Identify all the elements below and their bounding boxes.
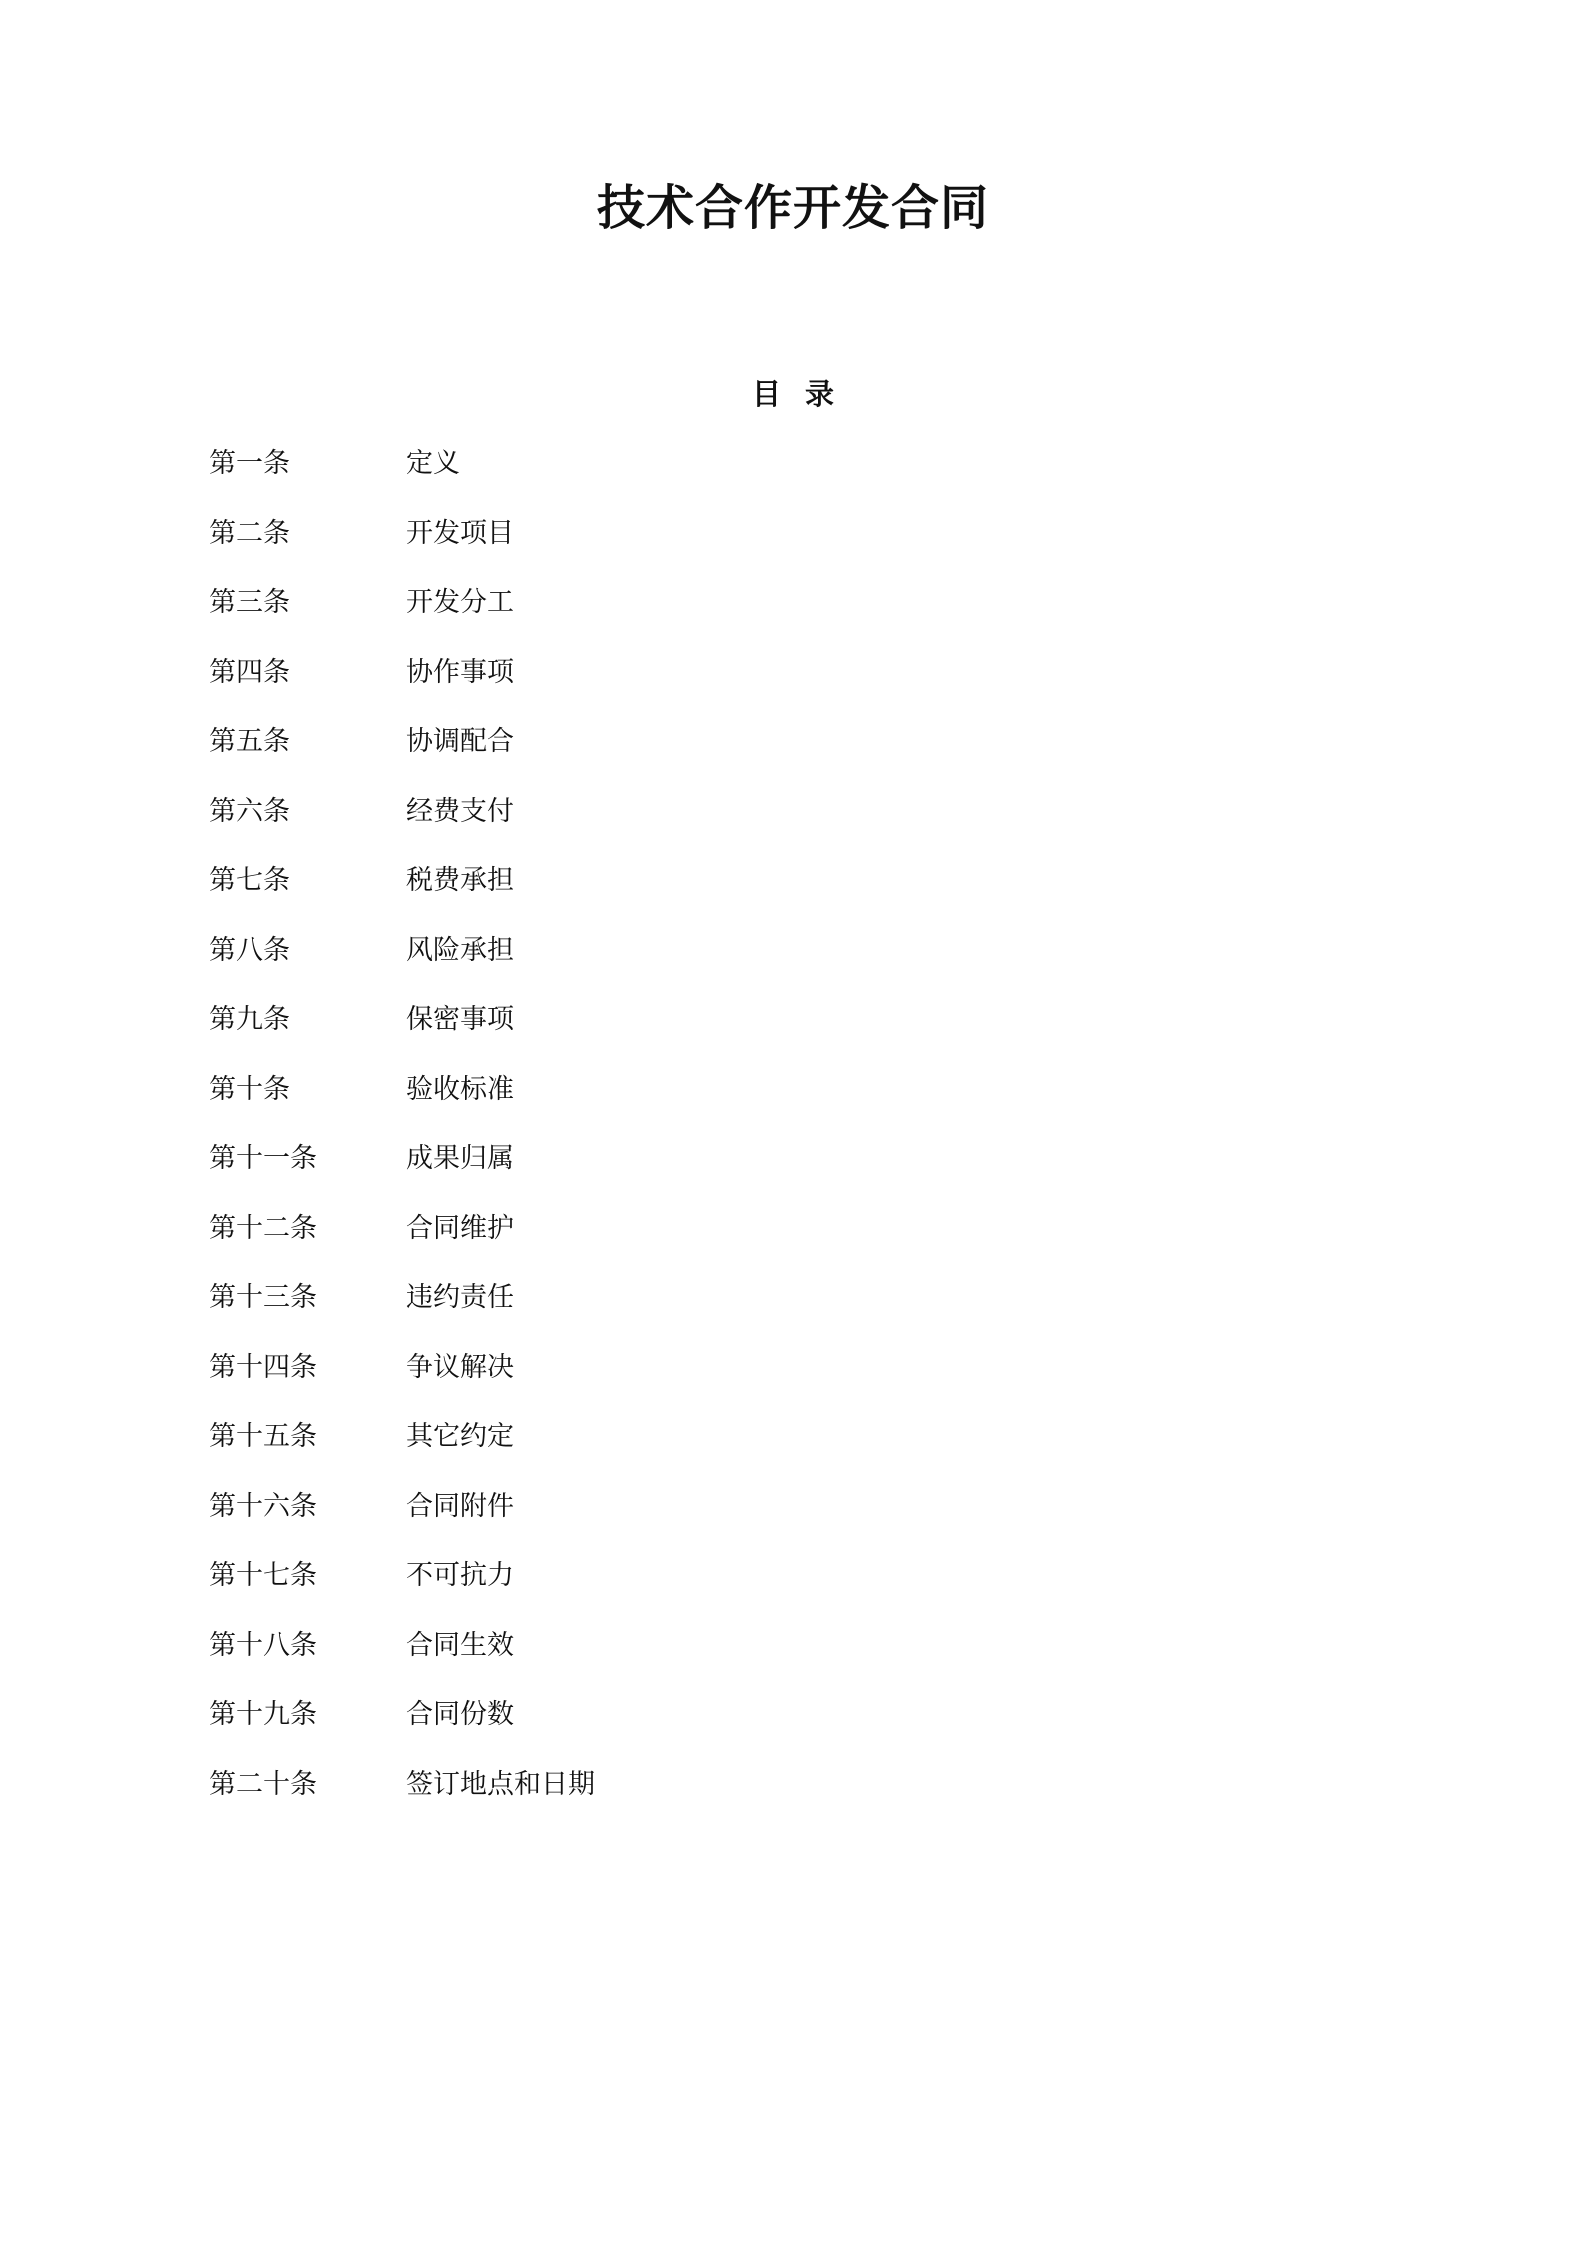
toc-item — [209, 722, 1109, 792]
toc-item-title: 合同份数 — [406, 1699, 514, 1730]
toc-item-title: 协调配合 — [406, 726, 514, 757]
toc-item-title: 其它约定 — [406, 1421, 514, 1452]
toc-item — [209, 1695, 1109, 1765]
toc-item-title: 合同附件 — [406, 1490, 514, 1522]
toc-item-title: 开发项目 — [406, 517, 514, 549]
toc-item-number: 第九条 — [209, 1004, 290, 1035]
toc-item-number: 第十七条 — [209, 1560, 317, 1591]
toc-item — [209, 1209, 1109, 1279]
toc-item — [209, 1278, 1109, 1348]
toc-item-number: 第十条 — [209, 1073, 290, 1105]
toc-item-title: 验收标准 — [406, 1073, 514, 1105]
toc-item-number: 第七条 — [209, 865, 290, 896]
toc-item — [209, 514, 1109, 584]
toc-item-title: 争议解决 — [406, 1351, 514, 1383]
toc-item-number: 第一条 — [209, 448, 290, 479]
toc-item-title: 不可抗力 — [406, 1560, 514, 1591]
toc-item-number: 第十九条 — [209, 1699, 317, 1730]
toc-item-number: 第十五条 — [209, 1421, 317, 1452]
toc-item — [209, 583, 1109, 653]
toc-item — [209, 1417, 1109, 1487]
toc-item — [209, 1070, 1109, 1140]
toc-item — [209, 653, 1109, 723]
toc-item-number: 第六条 — [209, 795, 290, 827]
toc-item — [209, 931, 1109, 1001]
toc-item-number: 第十三条 — [209, 1282, 317, 1313]
toc-item-number: 第十一条 — [209, 1143, 317, 1174]
toc-item-title: 合同维护 — [406, 1212, 514, 1244]
toc-item — [209, 1348, 1109, 1418]
toc-item-number: 第三条 — [209, 587, 290, 618]
toc-item-number: 第二十条 — [209, 1768, 317, 1800]
toc-item — [209, 1000, 1109, 1070]
toc-item-title: 定义 — [406, 448, 460, 479]
toc-item-title: 开发分工 — [406, 587, 514, 618]
toc-item-number: 第二条 — [209, 517, 290, 549]
toc-item — [209, 861, 1109, 931]
toc-item — [209, 792, 1109, 862]
toc-item-title: 成果归属 — [406, 1143, 514, 1174]
table-of-contents — [209, 444, 1109, 1834]
toc-item-number: 第五条 — [209, 726, 290, 757]
toc-item-number: 第八条 — [209, 934, 290, 966]
toc-item-number: 第十八条 — [209, 1629, 317, 1661]
toc-heading: 目 录 — [751, 377, 835, 411]
toc-item-title: 协作事项 — [406, 656, 514, 688]
toc-item — [209, 1626, 1109, 1696]
toc-item-title: 经费支付 — [406, 795, 514, 827]
toc-item-title: 签订地点和日期 — [406, 1768, 595, 1800]
toc-item — [209, 1556, 1109, 1626]
toc-item-number: 第十六条 — [209, 1490, 317, 1522]
toc-item — [209, 1139, 1109, 1209]
toc-item-title: 合同生效 — [406, 1629, 514, 1661]
toc-item-title: 风险承担 — [406, 934, 514, 966]
document-title: 技术合作开发合同 — [596, 180, 989, 236]
toc-item — [209, 1487, 1109, 1557]
toc-item-number: 第四条 — [209, 656, 290, 688]
toc-item — [209, 444, 1109, 514]
toc-item-number: 第十二条 — [209, 1212, 317, 1244]
toc-item-title: 保密事项 — [406, 1004, 514, 1035]
toc-item — [209, 1765, 1109, 1835]
toc-item-number: 第十四条 — [209, 1351, 317, 1383]
toc-item-title: 违约责任 — [406, 1282, 514, 1313]
toc-item-title: 税费承担 — [406, 865, 514, 896]
